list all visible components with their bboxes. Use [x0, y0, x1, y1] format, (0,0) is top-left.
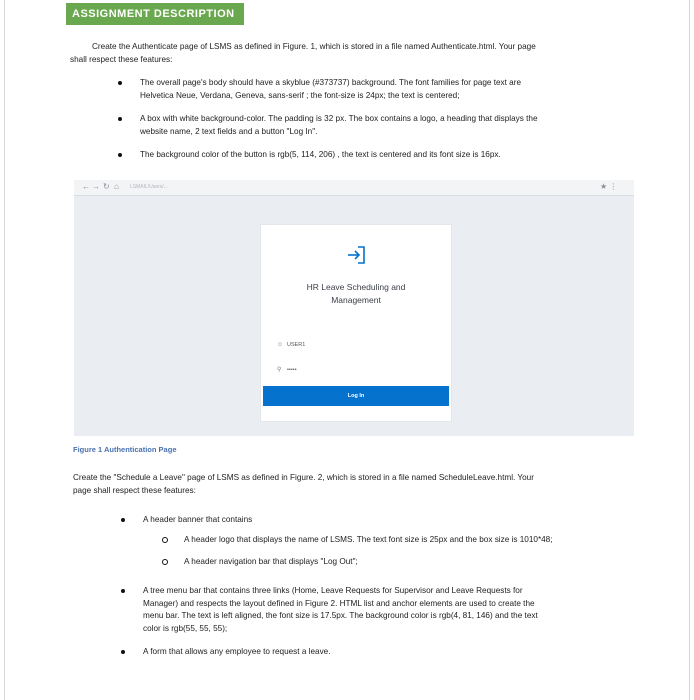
- back-arrow-icon: ←: [82, 182, 90, 191]
- home-icon: ⌂: [114, 182, 119, 191]
- form-text: A form that allows any employee to request a leave.: [143, 647, 331, 656]
- bullet-icon: [121, 589, 125, 593]
- address-bar: LSMAIL/Users/...: [130, 184, 168, 190]
- bullet-icon: [118, 153, 122, 157]
- tree-menu-line-3: menu bar. The text is left aligned, the font size is 17.5px. The background color is rgb(4, 81, 146) and the text: [143, 611, 538, 620]
- tree-menu-line-2: Manager) and respects the layout defined in Figure 2. HTML list and anchor elements are used to create the: [143, 598, 535, 608]
- tree-menu-line-4: color is rgb(55, 55, 55);: [143, 623, 228, 633]
- password-field[interactable]: [277, 364, 435, 376]
- forward-arrow-icon: →: [92, 182, 100, 191]
- intro-paragraph-1-cont: [70, 53, 610, 66]
- intro-paragraph-2: [73, 471, 633, 497]
- feature-sub-list: [184, 534, 634, 568]
- bullet-icon: [121, 650, 125, 654]
- feature-list-3: [143, 585, 633, 659]
- app-title-line-1: HR Leave Scheduling and: [306, 282, 406, 292]
- app-title-line-2: Management: [331, 295, 381, 305]
- feature-list-1: [140, 77, 630, 162]
- circle-bullet-icon: [162, 537, 168, 543]
- intro-1-line-1: Create the Authenticate page of LSMS as defined in Figure. 1, which is stored in a file named Authenticate.html. Your page: [92, 42, 536, 51]
- header-nav-text: A header navigation bar that displays "Log Out";: [184, 556, 358, 566]
- bullet-icon: [118, 81, 122, 85]
- user-icon: ☺: [277, 342, 284, 348]
- list-item: [140, 113, 630, 138]
- login-box: [260, 224, 452, 422]
- header-banner-text: A header banner that contains: [143, 515, 253, 524]
- feature-1-line-1: The overall page's body should have a skyblue (#373737) background. The font families for page text are: [140, 78, 522, 87]
- circle-bullet-icon: [162, 559, 168, 565]
- figure-authentication-screenshot: [74, 180, 634, 436]
- reload-icon: ↻: [103, 182, 110, 191]
- password-value: •••••: [287, 367, 297, 373]
- feature-1-line-2: Helvetica Neue, Verdana, Geneva, sans-serif ; the font-size is 24px; the text is centered;: [140, 90, 460, 100]
- list-item: [140, 149, 630, 162]
- bullet-icon: [121, 518, 125, 522]
- intro-2-line-1: Create the "Schedule a Leave" page of LSMS as defined in Figure. 2, which is stored in a file named ScheduleLeave.html. Your: [73, 473, 534, 482]
- list-item: [143, 646, 633, 659]
- sign-in-icon: [345, 245, 367, 265]
- intro-paragraph-1: [92, 40, 632, 53]
- assignment-heading: ASSIGNMENT DESCRIPTION: [66, 3, 244, 25]
- tree-menu-line-1: A tree menu bar that contains three links (Home, Leave Requests for Supervisor and Leave Requests for: [143, 586, 523, 595]
- browser-toolbar: [74, 180, 634, 196]
- login-button[interactable]: Log In: [263, 386, 449, 406]
- intro-2-line-2: page shall respect these features:: [73, 486, 196, 495]
- list-item: [184, 534, 634, 547]
- feature-2-line-1: A box with white background-color. The padding is 32 px. The box contains a logo, a heading that displays the: [140, 114, 538, 123]
- list-item: [143, 514, 633, 527]
- app-title: [271, 281, 441, 307]
- list-item: [140, 77, 630, 102]
- figure-caption: Figure 1 Authentication Page: [73, 445, 177, 454]
- feature-2-line-2: website name, 2 text fields and a button "Log In".: [140, 126, 318, 136]
- list-item: [184, 556, 634, 569]
- star-menu-icon: ★ ⋮: [600, 182, 618, 191]
- key-icon: ⚲: [277, 367, 282, 373]
- list-item: [143, 585, 633, 635]
- feature-list-2: [143, 514, 633, 527]
- header-logo-text: A header logo that displays the name of LSMS. The text font size is 25px and the box size is 1010*48;: [184, 535, 553, 544]
- username-field[interactable]: [277, 339, 435, 351]
- feature-3-line-1: The background color of the button is rgb(5, 114, 206) , the text is centered and its font size is 16px.: [140, 150, 501, 159]
- intro-1-line-2: shall respect these features:: [70, 55, 173, 64]
- username-value: USER1: [287, 342, 306, 348]
- bullet-icon: [118, 117, 122, 121]
